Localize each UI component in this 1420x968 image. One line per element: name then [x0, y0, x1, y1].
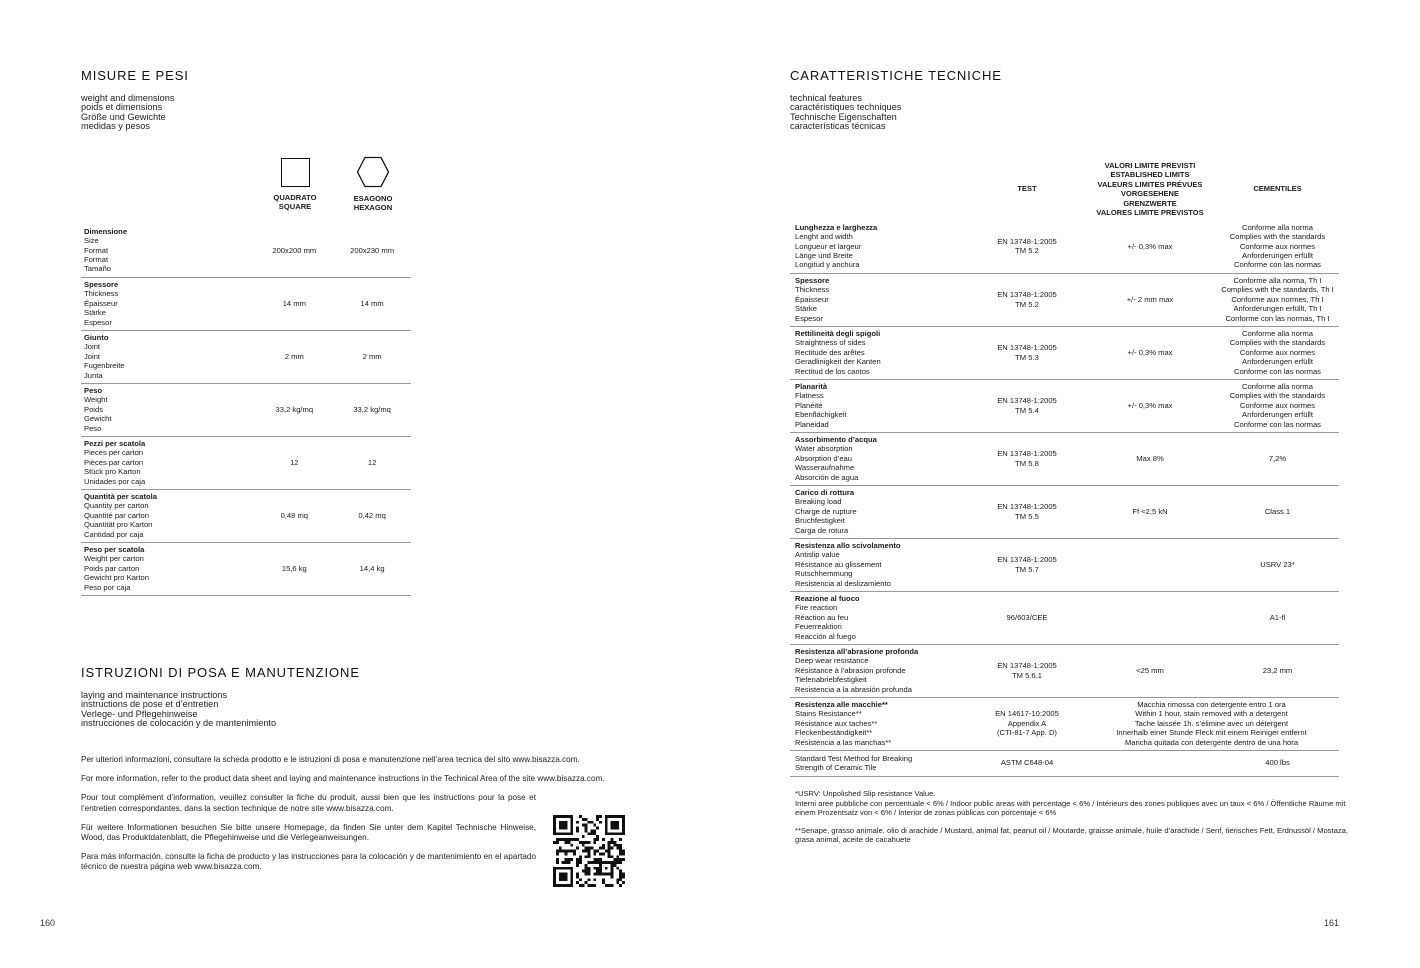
row-label-translation: Gewicht pro Karton	[84, 573, 149, 583]
row-label-translation: Antislip value	[795, 550, 840, 560]
subtitle-line: instrucciones de colocación y de mantenimiento	[81, 717, 277, 728]
cementiles-value-line: Conforme alla norma, Th I	[1233, 275, 1322, 285]
footnote	[795, 826, 1350, 845]
limit-value: <25 mm	[1136, 665, 1164, 675]
row-label-translation: Junta	[84, 370, 103, 380]
technical-section-header	[790, 68, 1002, 131]
square-value: 200x200 mm	[272, 245, 317, 255]
row-label-translation: Resistencia al deslizamiento	[795, 578, 891, 588]
test-value	[970, 379, 1084, 432]
row-label-translation: Joint	[84, 351, 101, 361]
row-label-line: Standard Test Method for Breaking	[795, 753, 913, 763]
row-label-translation: Format	[84, 245, 109, 255]
table-row	[81, 277, 411, 330]
row-label-translation: Unidades por caja	[84, 476, 146, 486]
square-value: 33,2 kg/mq	[275, 404, 314, 414]
header-limit-line: VALEURS LIMITES PRÉVUES	[1097, 179, 1203, 189]
footnote	[795, 789, 1350, 818]
row-label-translation: Pieces per carton	[84, 448, 144, 458]
cementiles-value-line: Complies with the standards	[1229, 232, 1326, 242]
square-column-header	[256, 156, 334, 211]
subtitle-line: Verlege- und Pflegehinweise	[81, 708, 198, 719]
cementiles-value-line: Class 1	[1264, 506, 1291, 516]
right-page	[710, 0, 1420, 968]
test-value-line: TM 5.5	[1015, 511, 1039, 521]
row-label-translation: Thickness	[84, 289, 119, 299]
row-label-translation: Resistencia a la abrasión profunda	[795, 684, 912, 694]
row-label-translation: Charge de rupture	[795, 506, 857, 516]
instructions-section-header	[81, 665, 360, 728]
cementiles-value-line: Conforme con las normas	[1234, 366, 1321, 376]
row-label	[790, 591, 970, 644]
subtitle-line: technical features	[790, 93, 863, 103]
test-value	[970, 220, 1084, 273]
header-limits	[1084, 158, 1216, 220]
row-label-translation: Feuerreaktion	[795, 622, 842, 632]
info-paragraph-fr: Pour tout complément d’information, veuillez consulter la fiche du produit, aussi bien que les instructions pour la pose et l’entretien correspondantes, dans la section technique de notre site www.bisazza.com.	[81, 793, 536, 813]
row-label-main: Peso per scatola	[84, 544, 145, 554]
row-label-translation: Espesor	[84, 317, 112, 327]
header-cementiles: CEMENTILES	[1253, 184, 1302, 194]
test-value-line: Appendix A	[1007, 718, 1047, 728]
row-label-translation: Stains Resistance**	[795, 709, 862, 719]
cementiles-value-line: Conforme alla norma	[1242, 381, 1313, 391]
row-label	[81, 383, 255, 436]
test-value-line: EN 13748-1:2005	[997, 236, 1057, 246]
table-row	[81, 542, 411, 595]
limit-value: Max 8%	[1136, 453, 1164, 463]
weights-subtitles	[81, 94, 189, 131]
row-label-translation: Absorption d’eau	[795, 453, 852, 463]
instructions-title: ISTRUZIONI DI POSA E MANUTENZIONE	[81, 665, 360, 680]
test-value-line: EN 13748-1:2005	[997, 290, 1057, 300]
cementiles-value-line: Anforderungen erfüllt	[1242, 250, 1313, 260]
hexagon-label-it: ESAGONO	[353, 194, 393, 203]
row-label	[790, 326, 970, 379]
technical-features-table	[790, 158, 1339, 777]
subtitle-line: Größe und Gewichte	[81, 111, 166, 122]
cementiles-value	[1216, 326, 1339, 379]
row-label-translation: Rectitud de los cantos	[795, 366, 870, 376]
row-label	[81, 224, 255, 277]
row-label-main: Assorbimento d’acqua	[795, 434, 877, 444]
cementiles-value-line: Complies with the standards	[1229, 391, 1326, 401]
row-label-translation: Size	[84, 236, 99, 246]
table-row	[81, 330, 411, 383]
test-value-line: TM 5.2	[1015, 246, 1039, 256]
row-label-main: Resistenza all’abrasione profonda	[795, 646, 919, 656]
row-label-translation: Espesor	[795, 313, 823, 323]
subtitle-line: instructions de pose et d’entretien	[81, 699, 219, 710]
table-row	[790, 697, 1339, 750]
header-limit-line: VALORI LIMITE PREVISTI	[1104, 160, 1196, 170]
table-row	[790, 432, 1339, 485]
header-limit-line: VALORES LIMITE PREVISTOS	[1096, 208, 1204, 217]
square-value: 14 mm	[282, 298, 306, 308]
row-label	[790, 485, 970, 538]
row-label-main: Giunto	[84, 332, 109, 342]
test-value: ASTM C648-04	[1000, 758, 1054, 768]
row-label-translation: Carga de rotura	[795, 525, 849, 535]
row-label-translation: Planeidad	[795, 419, 829, 429]
square-value: 15,6 kg	[281, 563, 307, 573]
row-label-main: Resistenza allo scivolamento	[795, 540, 901, 550]
table-row	[790, 485, 1339, 538]
subtitle-line: características técnicas	[790, 120, 886, 131]
cementiles-value-line: Conforme con las normas, Th I	[1225, 313, 1330, 323]
cementiles-value	[1216, 432, 1339, 485]
cementiles-value-line: Complies with the standards	[1229, 338, 1326, 348]
row-label-main: Planarità	[795, 381, 828, 391]
subtitle-line: poids et dimensions	[81, 102, 163, 113]
row-label-main: Rettilineità degli spigoli	[795, 328, 881, 338]
technical-title: CARATTERISTICHE TECNICHE	[790, 68, 1002, 83]
footnote-line: Interni aree pubbliche con percentuale < 6% / Indoor public areas with percentage < 6% / Intérieurs des zones publiques avec un taux < 6% / Öffentliche Räume mit einem Prozentsatz von < 6% / Interior de zonas públicas con porcentaje < 6%	[795, 798, 1346, 818]
row-label-translation: Bruchfestigkeit	[795, 516, 845, 526]
instructions-text	[81, 755, 626, 882]
cementiles-value-line: Conforme aux normes	[1239, 400, 1316, 410]
row-label-main: Reazione al fuoco	[795, 593, 860, 603]
header-limit-line: VORGESEHENE	[1121, 189, 1179, 198]
cementiles-value-line: Conforme con las normas	[1234, 419, 1321, 429]
weights-table	[81, 224, 411, 596]
row-label-translation: Breaking load	[795, 497, 842, 507]
limit-value: +/- 0,3% max	[1127, 400, 1173, 410]
row-label-translation: Rectitude des arêtes	[795, 347, 865, 357]
cementiles-value-line: Conforme con las normas	[1234, 260, 1321, 270]
row-label-translation: Länge und Breite	[795, 250, 853, 260]
hexagon-value: 2 mm	[362, 351, 382, 361]
test-value-line: TM 5.3	[1015, 352, 1039, 362]
test-value-line: TM 5.4	[1015, 405, 1039, 415]
row-label-translation: Water absorption	[795, 444, 853, 454]
test-value-line: TM 5.6.1	[1012, 670, 1042, 680]
table-row	[81, 383, 411, 436]
cementiles-value-line: Anforderungen erfüllt, Th I	[1233, 304, 1322, 314]
row-label-translation: Joint	[84, 342, 101, 352]
row-label-translation: Planéité	[795, 400, 823, 410]
table-row	[790, 379, 1339, 432]
row-label-translation: Rutschhemmung	[795, 569, 853, 579]
cementiles-value-line: 23,2 mm	[1262, 665, 1293, 675]
row-label-translation: Poids	[84, 404, 103, 414]
test-value-line: TM 5.8	[1015, 458, 1039, 468]
row-label	[81, 542, 255, 595]
row-label-translation: Peso	[84, 423, 102, 433]
test-value	[970, 273, 1084, 326]
table-row	[790, 591, 1339, 644]
row-label-translation: Format	[84, 254, 109, 264]
row-label-translation: Stärke	[84, 308, 106, 318]
instructions-subtitles	[81, 691, 360, 728]
table-row	[790, 273, 1339, 326]
cementiles-value	[1216, 644, 1339, 697]
footnotes	[795, 789, 1350, 853]
row-label	[790, 432, 970, 485]
test-value-line: 96/603/CEE	[1006, 612, 1048, 622]
hexagon-value: 33,2 kg/mq	[353, 404, 391, 414]
weights-section-header	[81, 68, 189, 131]
hexagon-value: 12	[367, 457, 377, 467]
row-label-translation: Tiefenabriebfestigkeit	[795, 675, 867, 685]
hexagon-column-header	[334, 156, 412, 212]
cementiles-value-line: Complies with the standards, Th I	[1221, 285, 1334, 295]
table-row	[81, 489, 411, 542]
row-label	[790, 220, 970, 273]
cementiles-value-line: Within 1 hour, stain removed with a detergent	[1135, 709, 1288, 719]
square-shape-icon	[281, 158, 310, 187]
footnote-line: **Senape, grasso animale, olio di arachide / Mustard, animal fat, peanut oil / Moutarde, graisse animale, huile d’arachide / Senf, tierisches Fett, Erdnussöl / Mostaza, grasa animal, aceite de cacahuete	[795, 825, 1348, 845]
row-label-line: Strength of Ceramic Tile	[795, 763, 877, 772]
info-paragraph-en: For more information, refer to the product data sheet and laying and maintenance instructions in the Technical Area of the site www.bisazza.com.	[81, 774, 605, 784]
test-value	[970, 591, 1084, 644]
subtitle-line: medidas y pesos	[81, 120, 150, 131]
row-label-main: Peso	[84, 385, 103, 395]
test-value-line: EN 13748-1:2005	[997, 449, 1057, 459]
row-label-translation: Quantité par carton	[84, 510, 150, 520]
row-label-translation: Épaisseur	[795, 294, 829, 304]
info-paragraph-de: Für weitere Informationen besuchen Sie bitte unsere Homepage, da finden Sie unter dem Kapitel Technische Hinweise, Wood, das Produktdatenblatt, die Pflegehinweise und die Verlegeanweisungen.	[81, 822, 536, 843]
square-value: 2 mm	[284, 351, 304, 361]
row-label-main: Dimensione	[84, 226, 128, 236]
table-row	[790, 538, 1339, 591]
row-label-main: Resistenza alle macchie**	[795, 699, 888, 709]
row-label-translation: Straightness of sides	[795, 338, 866, 348]
row-label-translation: Wasseraufnahme	[795, 463, 855, 473]
cementiles-value	[1216, 220, 1339, 273]
row-label	[790, 379, 970, 432]
row-label-translation: Flatness	[795, 391, 824, 401]
row-label	[81, 277, 255, 330]
limit-value	[1084, 591, 1216, 644]
hexagon-value: 200x230 mm	[350, 245, 395, 255]
limit-value: +/- 2 mm max	[1126, 294, 1174, 304]
row-label	[790, 538, 970, 591]
hexagon-value: 14,4 kg	[359, 563, 385, 573]
header-test: TEST	[1017, 184, 1037, 194]
cementiles-value-line: Innerhalb einer Stunde Fleck mit einem Reiniger entfernt	[1116, 728, 1307, 738]
limit-value	[1084, 538, 1216, 591]
hexagon-value: 0,42 mq	[358, 510, 386, 520]
limit-value: Ff <2,5 kN	[1132, 506, 1168, 516]
row-label-translation: Poids par carton	[84, 563, 140, 573]
test-value-line: EN 14617-10:2005	[995, 709, 1059, 719]
subtitle-line: weight and dimensions	[81, 93, 175, 103]
info-paragraph-es: Para más información, consulte la ficha de producto y las instrucciones para la colocación y de mantenimiento en el apartado técnico de nuestra página web www.bisazza.com.	[81, 852, 536, 872]
cementiles-value	[1084, 697, 1339, 750]
info-paragraph-it: Per ulteriori informazioni, consultare la scheda prodotto e le istruzioni di posa e manutenzione nell’area tecnica del sito www.bisazza.com.	[81, 755, 580, 764]
test-value	[970, 697, 1084, 750]
subtitle-line: caractéristiques techniques	[790, 102, 902, 113]
row-label-translation: Lenght and width	[795, 232, 853, 242]
row-label-main: Spessore	[84, 279, 119, 289]
test-value-line: EN 13748-1:2005	[997, 555, 1057, 565]
cementiles-value-line: Macchia rimossa con detergente entro 1 ora	[1137, 699, 1286, 709]
row-label	[790, 697, 970, 750]
row-label-translation: Stärke	[795, 304, 817, 314]
weights-title: MISURE E PESI	[81, 68, 189, 83]
cementiles-value-line: Tache laissée 1h. s’élimine avec un détergent	[1134, 718, 1289, 728]
test-value-line: (CTI-81-7 App. D)	[997, 728, 1057, 738]
row-label-translation: Épaisseur	[84, 298, 118, 308]
row-label-translation: Gewicht	[84, 414, 112, 424]
table-row	[790, 326, 1339, 379]
row-label-translation: Absorción de agua	[795, 472, 859, 482]
test-value-line: TM 5.7	[1015, 564, 1039, 574]
square-label-en: SQUARE	[278, 202, 312, 211]
row-label-translation: Cantidad por caja	[84, 529, 144, 539]
row-label-translation: Deep wear resistance	[795, 656, 869, 666]
row-label-translation: Resistencia a las manchas**	[795, 737, 892, 747]
subtitle-line: laying and maintenance instructions	[81, 690, 228, 700]
test-value-line: EN 13748-1:2005	[997, 343, 1057, 353]
row-label-translation: Peso por caja	[84, 582, 131, 592]
row-label-translation: Résistance au glissement	[795, 559, 882, 569]
test-value	[970, 432, 1084, 485]
cementiles-value-line: A1-fl	[1269, 612, 1286, 622]
row-label	[81, 436, 255, 489]
cementiles-value-line: Conforme aux normes	[1239, 347, 1316, 357]
row-label-translation: Reacción al fuego	[795, 631, 856, 641]
row-label-translation: Thickness	[795, 285, 830, 295]
cementiles-value-line: Conforme aux normes	[1239, 241, 1316, 251]
row-label-translation: Quantity per carton	[84, 501, 149, 511]
row-label-translation: Stück pro Karton	[84, 467, 141, 477]
cementiles-value: 400 lbs	[1265, 758, 1290, 768]
table-row	[790, 220, 1339, 273]
cementiles-value-line: Mancha quitada con detergente dentro de una hora	[1124, 737, 1299, 747]
qr-code-icon[interactable]	[553, 815, 625, 887]
row-label	[81, 489, 255, 542]
test-value-line: TM 5.2	[1015, 299, 1039, 309]
cementiles-value	[1216, 379, 1339, 432]
header-limit-line: GRENZWERTE	[1123, 198, 1177, 208]
row-label-main: Pezzi per scatola	[84, 438, 146, 448]
test-value	[970, 326, 1084, 379]
cementiles-value	[1216, 591, 1339, 644]
page-number-left: 160	[40, 918, 56, 928]
test-value-line: EN 13748-1:2005	[997, 661, 1057, 671]
technical-subtitles	[790, 94, 1002, 131]
row-label-translation: Longitud y anchura	[795, 260, 860, 270]
hexagon-value: 14 mm	[360, 298, 384, 308]
hexagon-shape-icon	[356, 156, 390, 188]
row-label-main: Quantità per scatola	[84, 491, 158, 501]
cementiles-value	[1216, 273, 1339, 326]
cementiles-value-line: USRV 23*	[1260, 559, 1295, 569]
test-value-line: EN 13748-1:2005	[997, 396, 1057, 406]
row-label-translation: Fire reaction	[795, 603, 838, 613]
limit-value: +/- 0,3% max	[1127, 347, 1173, 357]
row-label-translation: Longueur et largeur	[795, 241, 862, 251]
row-label-translation: Weight	[84, 395, 108, 405]
row-label-main: Carico di rottura	[795, 487, 855, 497]
footnote-line: *USRV: Unpolished Slip resistance Value.	[795, 789, 936, 798]
square-label-it: QUADRATO	[273, 193, 317, 202]
row-label-translation: Tamaño	[84, 264, 112, 274]
table-row	[790, 750, 1339, 776]
cementiles-value-line: Conforme alla norma	[1242, 222, 1313, 232]
cementiles-value	[1216, 485, 1339, 538]
row-label	[790, 273, 970, 326]
shape-columns-header	[256, 156, 412, 216]
hexagon-label-en: HEXAGON	[353, 203, 393, 212]
row-label-translation: Geradlinigkeit der Kanten	[795, 357, 881, 367]
cementiles-value-line: Conforme aux normes, Th I	[1231, 294, 1324, 304]
row-label-translation: Weight per carton	[84, 554, 144, 564]
square-value: 0,48 mq	[280, 510, 309, 520]
test-value	[970, 538, 1084, 591]
row-label	[790, 644, 970, 697]
cementiles-value-line: Anforderungen erfüllt	[1242, 410, 1313, 420]
row-label-translation: Fleckenbeständigkeit**	[795, 728, 873, 738]
row-label-translation: Quantität pro Karton	[84, 520, 153, 530]
square-value: 12	[290, 457, 299, 467]
cementiles-value-line: Conforme alla norma	[1242, 328, 1313, 338]
test-value-line: EN 13748-1:2005	[997, 502, 1057, 512]
row-label-translation: Résistance aux taches**	[795, 718, 878, 728]
row-label-translation: Réaction au feu	[795, 612, 849, 622]
row-label-main: Lunghezza e larghezza	[795, 222, 878, 232]
row-label-translation: Fugenbreite	[84, 361, 125, 371]
row-label	[81, 330, 255, 383]
table-row	[81, 436, 411, 489]
cementiles-value-line: 7,2%	[1268, 453, 1287, 463]
row-label	[790, 750, 970, 776]
cementiles-value-line: Anforderungen erfüllt	[1242, 357, 1313, 367]
header-limit-line: ESTABLISHED LIMITS	[1110, 170, 1190, 179]
test-value	[970, 485, 1084, 538]
limit-value: +/- 0,3% max	[1127, 241, 1173, 251]
cementiles-value	[1216, 538, 1339, 591]
table-row	[790, 644, 1339, 697]
row-label-translation: Résistance à l’abrasion profonde	[795, 665, 906, 675]
row-label-translation: Ebenflächigkeit	[795, 410, 847, 420]
row-label-translation: Pièces par carton	[84, 457, 144, 467]
page-number-right: 161	[1324, 918, 1340, 928]
limit-value	[1084, 750, 1216, 776]
table-row	[81, 224, 411, 277]
row-label-main: Spessore	[795, 275, 830, 285]
subtitle-line: Technische Eigenschaften	[790, 111, 897, 122]
test-value	[970, 644, 1084, 697]
